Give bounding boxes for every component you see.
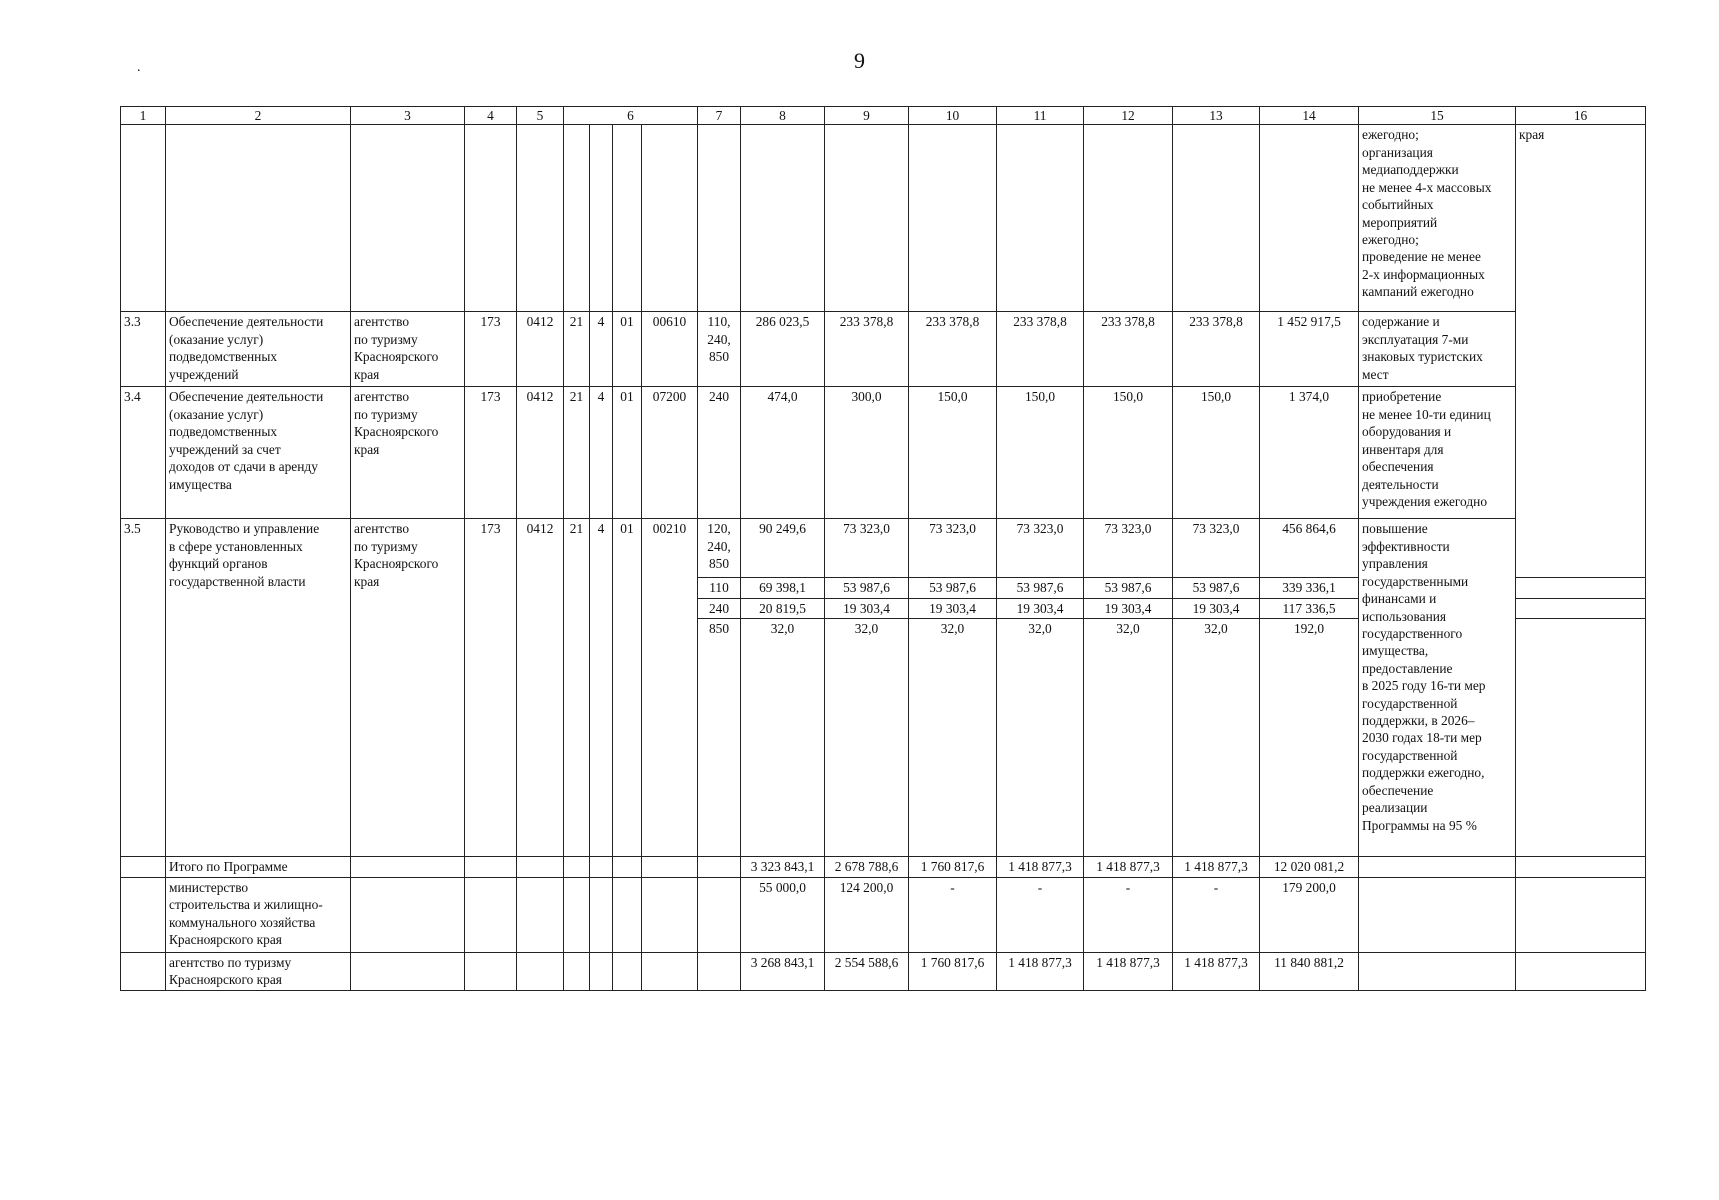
y2029: 1 418 877,3 <box>1084 857 1173 877</box>
y2025: 3 323 843,1 <box>741 857 825 877</box>
col16-empty <box>1516 578 1646 598</box>
header-col-16: 16 <box>1516 107 1646 125</box>
y2030: 73 323,0 <box>1173 519 1260 578</box>
code-subprogram: 4 <box>590 387 613 519</box>
header-col-9: 9 <box>825 107 909 125</box>
header-col-15: 15 <box>1359 107 1516 125</box>
expense-type: 110 <box>698 578 741 598</box>
y2028: 32,0 <box>997 619 1084 857</box>
code-direction: 00610 <box>642 312 698 387</box>
header-col-6: 6 <box>564 107 698 125</box>
header-col-10: 10 <box>909 107 997 125</box>
code-grbs: 173 <box>465 312 517 387</box>
total-program-row <box>121 857 1646 877</box>
y2027: 73 323,0 <box>909 519 997 578</box>
y2026: 2 678 788,6 <box>825 857 909 877</box>
expense-type: 240 <box>698 387 741 519</box>
code-subprogram: 4 <box>590 312 613 387</box>
y2029: 150,0 <box>1084 387 1173 519</box>
y2025: 3 268 843,1 <box>741 952 825 990</box>
y2028: 73 323,0 <box>997 519 1084 578</box>
y2029: 19 303,4 <box>1084 598 1173 618</box>
y2025: 286 023,5 <box>741 312 825 387</box>
row-3-4 <box>121 387 1646 519</box>
expense-type: 110, 240, 850 <box>698 312 741 387</box>
y2026: 124 200,0 <box>825 877 909 952</box>
col16-empty <box>1516 619 1646 857</box>
y2030: 53 987,6 <box>1173 578 1260 598</box>
expense-type: 850 <box>698 619 741 857</box>
y2026: 73 323,0 <box>825 519 909 578</box>
y2026: 2 554 588,6 <box>825 952 909 990</box>
header-col-11: 11 <box>997 107 1084 125</box>
page-number: 9 <box>854 48 865 73</box>
activity-name: Руководство и управление в сфере установленных функций органов государственной власти <box>166 519 351 857</box>
continuation-result: ежегодно; организация медиаподдержки не менее 4-х массовых событийных мероприятий ежегодно; проведение не менее 2-х информационных кампаний ежегодно <box>1359 125 1516 312</box>
code-grbs: 173 <box>465 519 517 857</box>
y2027: 1 760 817,6 <box>909 857 997 877</box>
expected-result: содержание и эксплуатация 7-ми знаковых туристских мест <box>1359 312 1516 387</box>
y2030: 32,0 <box>1173 619 1260 857</box>
stray-dot: . <box>137 60 141 75</box>
code-program: 21 <box>564 519 590 857</box>
grbs: агентство по туризму Красноярского края <box>351 519 465 857</box>
header-col-7: 7 <box>698 107 741 125</box>
row-number: 3.3 <box>121 312 166 387</box>
y2028: 233 378,8 <box>997 312 1084 387</box>
y2025: 474,0 <box>741 387 825 519</box>
header-row <box>121 107 1646 125</box>
y2030: 233 378,8 <box>1173 312 1260 387</box>
header-col-12: 12 <box>1084 107 1173 125</box>
header-col-2: 2 <box>166 107 351 125</box>
total: 1 374,0 <box>1260 387 1359 519</box>
y2028: - <box>997 877 1084 952</box>
y2030: 150,0 <box>1173 387 1260 519</box>
total: 117 336,5 <box>1260 598 1359 618</box>
code-section: 0412 <box>517 387 564 519</box>
total: 179 200,0 <box>1260 877 1359 952</box>
total-agency-row <box>121 952 1646 990</box>
y2027: 150,0 <box>909 387 997 519</box>
y2028: 19 303,4 <box>997 598 1084 618</box>
y2026: 53 987,6 <box>825 578 909 598</box>
code-main: 01 <box>613 312 642 387</box>
continuation-col16: края <box>1516 125 1646 578</box>
header-col-5: 5 <box>517 107 564 125</box>
y2025: 69 398,1 <box>741 578 825 598</box>
code-grbs: 173 <box>465 387 517 519</box>
y2028: 150,0 <box>997 387 1084 519</box>
code-main: 01 <box>613 519 642 857</box>
activity-name: Обеспечение деятельности (оказание услуг) подведомственных учреждений за счет доходов от сдачи в аренду имущества <box>166 387 351 519</box>
y2025: 90 249,6 <box>741 519 825 578</box>
y2025: 32,0 <box>741 619 825 857</box>
total: 11 840 881,2 <box>1260 952 1359 990</box>
y2029: - <box>1084 877 1173 952</box>
continuation-row <box>121 125 1646 312</box>
total: 339 336,1 <box>1260 578 1359 598</box>
y2026: 32,0 <box>825 619 909 857</box>
code-main: 01 <box>613 387 642 519</box>
y2025: 20 819,5 <box>741 598 825 618</box>
y2030: 1 418 877,3 <box>1173 857 1260 877</box>
header-col-8: 8 <box>741 107 825 125</box>
y2029: 53 987,6 <box>1084 578 1173 598</box>
program-table <box>120 106 1646 991</box>
y2028: 1 418 877,3 <box>997 952 1084 990</box>
y2027: 19 303,4 <box>909 598 997 618</box>
expense-type: 120, 240, 850 <box>698 519 741 578</box>
y2027: 233 378,8 <box>909 312 997 387</box>
row-number: 3.4 <box>121 387 166 519</box>
activity-name: Обеспечение деятельности (оказание услуг) подведомственных учреждений <box>166 312 351 387</box>
header-col-3: 3 <box>351 107 465 125</box>
agency-label: агентство по туризму Красноярского края <box>166 952 351 990</box>
y2025: 55 000,0 <box>741 877 825 952</box>
header-col-4: 4 <box>465 107 517 125</box>
y2027: 53 987,6 <box>909 578 997 598</box>
y2027: - <box>909 877 997 952</box>
grbs: агентство по туризму Красноярского края <box>351 312 465 387</box>
total: 192,0 <box>1260 619 1359 857</box>
y2030: 19 303,4 <box>1173 598 1260 618</box>
total: 456 864,6 <box>1260 519 1359 578</box>
total: 1 452 917,5 <box>1260 312 1359 387</box>
y2028: 53 987,6 <box>997 578 1084 598</box>
y2029: 73 323,0 <box>1084 519 1173 578</box>
y2027: 1 760 817,6 <box>909 952 997 990</box>
expected-result: повышение эффективности управления государственными финансами и использования государственного имущества, предоставление в 2025 году 16-ти мер государственной поддержки, в 2026– 2030 годах 18-ти мер государственной поддержки ежегодно, обеспечение реализации Программы на 95 % <box>1359 519 1516 857</box>
y2028: 1 418 877,3 <box>997 857 1084 877</box>
total: 12 020 081,2 <box>1260 857 1359 877</box>
y2029: 32,0 <box>1084 619 1173 857</box>
col16-empty <box>1516 598 1646 618</box>
y2029: 1 418 877,3 <box>1084 952 1173 990</box>
y2026: 19 303,4 <box>825 598 909 618</box>
header-col-13: 13 <box>1173 107 1260 125</box>
y2026: 233 378,8 <box>825 312 909 387</box>
expected-result: приобретение не менее 10-ти единиц оборудования и инвентаря для обеспечения деятельности учреждения ежегодно <box>1359 387 1516 519</box>
grbs: агентство по туризму Красноярского края <box>351 387 465 519</box>
code-program: 21 <box>564 312 590 387</box>
y2027: 32,0 <box>909 619 997 857</box>
y2029: 233 378,8 <box>1084 312 1173 387</box>
y2030: 1 418 877,3 <box>1173 952 1260 990</box>
code-direction: 07200 <box>642 387 698 519</box>
code-section: 0412 <box>517 312 564 387</box>
row-3-3 <box>121 312 1646 387</box>
y2030: - <box>1173 877 1260 952</box>
y2026: 300,0 <box>825 387 909 519</box>
total-ministry-row <box>121 877 1646 952</box>
code-program: 21 <box>564 387 590 519</box>
ministry-label: министерство строительства и жилищно- коммунального хозяйства Красноярского края <box>166 877 351 952</box>
header-col-14: 14 <box>1260 107 1359 125</box>
row-number: 3.5 <box>121 519 166 857</box>
code-subprogram: 4 <box>590 519 613 857</box>
expense-type: 240 <box>698 598 741 618</box>
header-col-1: 1 <box>121 107 166 125</box>
total-label: Итого по Программе <box>166 857 351 877</box>
code-section: 0412 <box>517 519 564 857</box>
code-direction: 00210 <box>642 519 698 857</box>
row-3-5 <box>121 519 1646 578</box>
